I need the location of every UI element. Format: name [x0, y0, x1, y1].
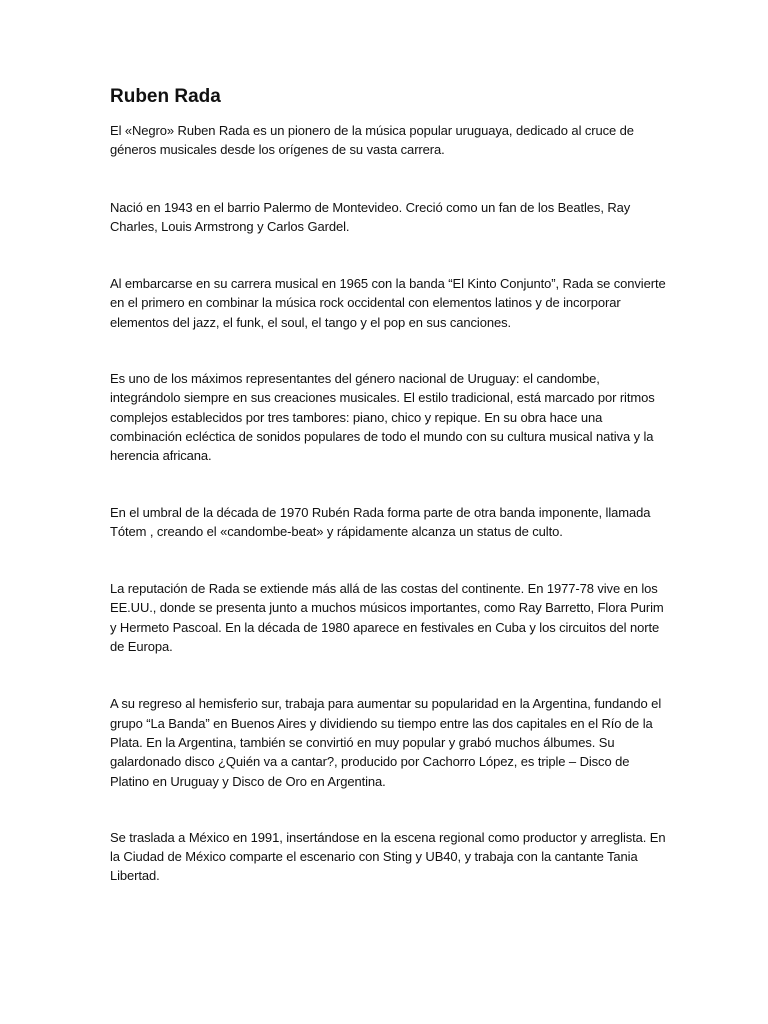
- paragraph-career-start: Al embarcarse en su carrera musical en 1965 con la banda “El Kinto Conjunto”, Rada se convierte en el primero en combinar la música rock occidental con elementos latinos y de incorporar elementos del jazz, el funk, el soul, el tango y el pop en sus canciones.: [110, 276, 666, 330]
- paragraph-argentina: A su regreso al hemisferio sur, trabaja para aumentar su popularidad en la Argentina, fundando el grupo “La Banda” en Buenos Aires y dividiendo su tiempo entre las dos capitales en el Río de la Plata. En la Argentina, también se convirtió en muy popular y grabó muchos álbumes. Su galardonado disco ¿Quién va a cantar?, producido por Cachorro López, es triple – Disco de Platino en Uruguay y Disco de Oro en Argentina.: [110, 696, 662, 789]
- document-title: Ruben Rada: [110, 86, 221, 107]
- paragraph-mexico: Se traslada a México en 1991, insertándose en la escena regional como productor y arreglista. En la Ciudad de México comparte el escenario con Sting y UB40, y trabaja con la cantante Tania Libertad.: [110, 829, 666, 884]
- paragraph-birth: Nació en 1943 en el barrio Palermo de Montevideo. Creció como un fan de los Beatles, Ray Charles, Louis Armstrong y Carlos Gardel.: [110, 199, 631, 234]
- paragraph-intro: El «Negro» Ruben Rada es un pionero de la música popular uruguaya, dedicado al cruce de géneros musicales desde los orígenes de su vasta carrera.: [110, 123, 634, 158]
- paragraph-totem: En el umbral de la década de 1970 Rubén Rada forma parte de otra banda imponente, llamada Tótem , creando el «candombe-beat» y rápidamente alcanza un status de culto.: [110, 504, 651, 539]
- paragraph-international: La reputación de Rada se extiende más allá de las costas del continente. En 1977-78 vive en los EE.UU., donde se presenta junto a muchos músicos importantes, como Ray Barretto, Flora Purim y Hermeto Pascoal. En la década de 1980 aparece en festivales en Cuba y los circuitos del norte de Europa.: [110, 581, 664, 655]
- document-page: [110, 84, 670, 886]
- paragraph-candombe: Es uno de los máximos representantes del género nacional de Uruguay: el candombe, integrándolo siempre en sus creaciones musicales. El estilo tradicional, está marcado por ritmos complejos establecidos por tres tambores: piano, chico y repique. En su obra hace una combinación ecléctica de sonidos populares de todo el mundo con su cultura musical nativa y la herencia africana.: [110, 371, 655, 464]
